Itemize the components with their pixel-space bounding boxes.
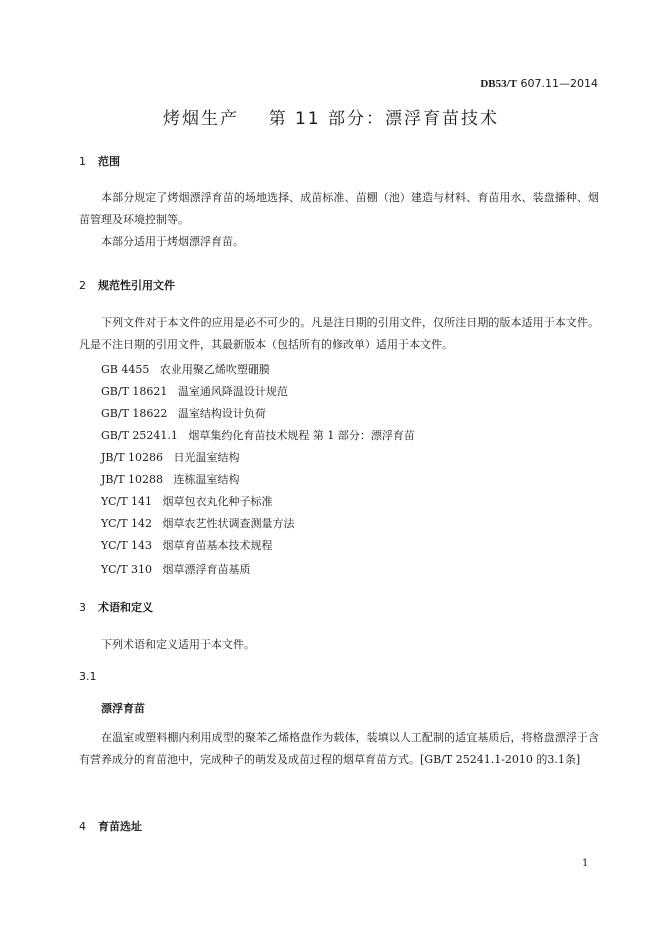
reference-item: JB/T 10286 日光温室结构 <box>101 451 240 464</box>
section-number: 1 <box>79 155 86 168</box>
standard-number <box>480 77 598 90</box>
standard-code: 607.11—2014 <box>520 77 598 90</box>
section-title: 规范性引用文件 <box>98 279 175 292</box>
reference-item: JB/T 10288 连栋温室结构 <box>101 473 240 486</box>
page-number: 1 <box>582 858 589 869</box>
reference-item: GB 4455 农业用聚乙烯吹塑硼膜 <box>101 363 270 376</box>
section-title: 范围 <box>98 155 120 168</box>
reference-item: YC/T 141 烟草包衣丸化种子标准 <box>101 495 273 508</box>
section-1-paragraph-1: 本部分规定了烤烟漂浮育苗的场地选择、成苗标准、苗棚（池）建造与材料、育苗用水、装盘播种、烟苗管理及环境控制等。 <box>79 191 599 226</box>
section-title: 术语和定义 <box>98 601 153 614</box>
reference-item: YC/T 310 烟草漂浮育苗基质 <box>101 563 251 576</box>
term-heading: 漂浮育苗 <box>101 702 145 715</box>
standard-prefix: DB53/T <box>480 78 518 90</box>
document-title: 烤烟生产 第 11 部分：漂浮育苗技术 <box>162 109 500 129</box>
reference-item: YC/T 143 烟草育苗基本技术规程 <box>101 539 273 552</box>
section-1-heading <box>79 153 120 169</box>
section-number: 4 <box>79 820 86 833</box>
section-4-heading <box>79 818 142 834</box>
term-definition: 在温室或塑料棚内利用成型的聚苯乙烯格盘作为载体，装填以人工配制的适宜基质后，将格盘漂浮于含有营养成分的育苗池中，完成种子的萌发及成苗过程的烟草育苗方式。[GB/T 25241.1-2010 的3.1条] <box>79 731 599 766</box>
section-2-paragraph-1: 下列文件对于本文件的应用是必不可少的。凡是注日期的引用文件，仅所注日期的版本适用于本文件。凡是不注日期的引用文件，其最新版本（包括所有的修改单）适用于本文件。 <box>79 316 599 351</box>
section-3-heading <box>79 599 153 615</box>
section-title: 育苗选址 <box>98 820 142 833</box>
section-2-heading <box>79 277 175 293</box>
section-3-paragraph-1: 下列术语和定义适用于本文件。 <box>101 638 255 651</box>
subsection-3-1-number: 3.1 <box>79 670 97 683</box>
reference-item: GB/T 25241.1 烟草集约化育苗技术规程 第 1 部分：漂浮育苗 <box>101 429 415 442</box>
section-number: 3 <box>79 601 86 614</box>
section-number: 2 <box>79 279 86 292</box>
reference-item: GB/T 18621 温室通风降温设计规范 <box>101 385 288 398</box>
reference-item: YC/T 142 烟草农艺性状调查测量方法 <box>101 517 295 530</box>
reference-item: GB/T 18622 温室结构设计负荷 <box>101 407 266 420</box>
section-1-paragraph-2: 本部分适用于烤烟漂浮育苗。 <box>101 235 244 248</box>
